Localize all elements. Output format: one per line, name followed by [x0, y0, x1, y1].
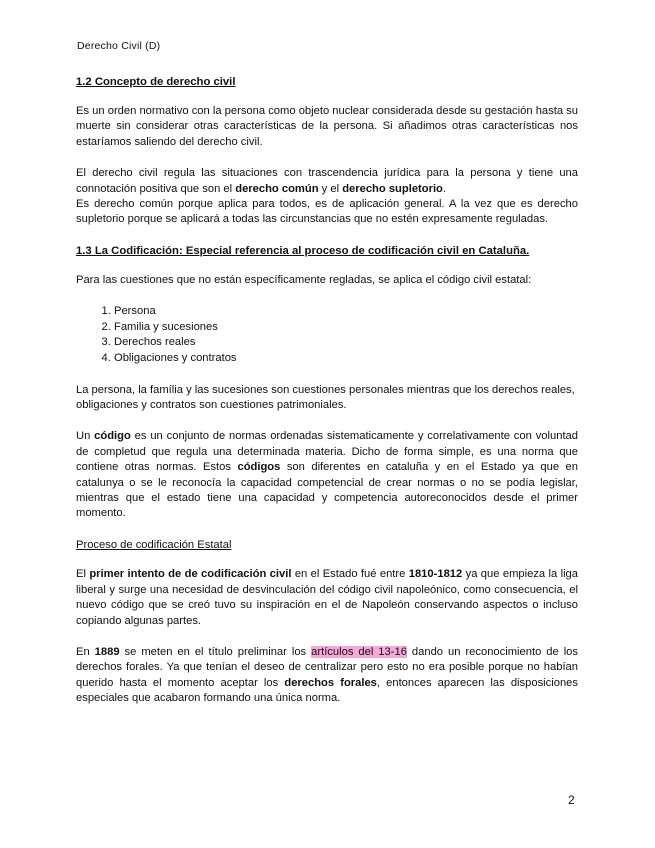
running-header: Derecho Civil (D)	[77, 40, 161, 52]
text-run: dando un reconocimiento de los derechos forales. Ya que tenían el deseo de centralizar pero esto no era posible porque no habían querido hasta el momento aceptar los	[76, 645, 578, 689]
paragraph-regulation	[76, 166, 578, 197]
text-run: en el Estado fué entre	[291, 568, 409, 581]
numbered-list	[76, 304, 578, 366]
list-item: 4. Obligaciones y contratos	[114, 351, 578, 367]
paragraph-codigo	[76, 429, 578, 521]
list-item: 2. Familia y sucesiones	[114, 320, 578, 336]
page-number: 2	[568, 793, 575, 807]
text-run: y el	[318, 182, 343, 195]
highlighted-text: artículos del 13-16	[311, 645, 407, 658]
text-run: El derecho civil regula las situaciones con trascendencia jurídica para la persona y tiene una connotación positiva que son el	[76, 167, 578, 195]
text-run: El	[76, 568, 90, 581]
paragraph-definition: Es un orden normativo con la persona como objeto nuclear considerada desde su gestación hasta su muerte sin considerar otras características de la persona. Si añadimos otras características nos estaríamos saliendo del derecho civil.	[76, 105, 578, 148]
paragraph-personal-patrimonial: La persona, la família y las sucesiones son cuestiones personales mientras que los derechos reales, obligaciones y contratos son cuestiones patrimoniales.	[76, 383, 575, 412]
bold-term: derecho común	[235, 182, 319, 195]
paragraph-intro: Para las cuestiones que no están específicamente regladas, se aplica el código civil estatal:	[76, 273, 532, 286]
subheading-codification: Proceso de codificación Estatal	[76, 538, 232, 551]
section-heading-1-2: 1.2 Concepto de derecho civil	[76, 76, 236, 88]
bold-term: derecho supletorio	[342, 182, 443, 195]
list-item: 3. Derechos reales	[114, 335, 578, 351]
text-run: Un	[76, 430, 95, 443]
paragraph-first-attempt	[76, 567, 578, 629]
list-item: 1. Persona	[114, 304, 578, 320]
text-run: es un conjunto de normas ordenadas sistematicamente y correlativamente con voluntad de completud que regula una determinada materia. Dicho de forma simple, es una norma que contiene otras normas. Estos	[76, 430, 578, 474]
document-body	[76, 75, 578, 723]
text-run: .	[442, 182, 447, 195]
bold-term: primer intento de de codificación civil	[89, 568, 292, 581]
paragraph-1889	[76, 645, 578, 707]
bold-term: 1810-1812	[408, 568, 463, 581]
section-heading-1-3: 1.3 La Codificación: Especial referencia al proceso de codificación civil en Cataluña.	[76, 244, 530, 257]
text-run: se meten en el título preliminar los	[119, 645, 312, 658]
bold-term: código	[94, 430, 131, 443]
bold-term: derechos forales	[284, 676, 377, 689]
text-run: son diferentes en cataluña y en el Estado ya que en catalunya o se le reconocía la capacidad competencial de crear normas o no se podía legislar, mientras que el estado tiene una capacidad y competencia autoreconocidos desde el primer momento.	[76, 461, 578, 520]
bold-term: códigos	[237, 461, 281, 474]
text-run: ya que empieza la liga liberal y surge una necesidad de desvinculación del código civil napoleónico, como consecuencia, el nuevo código que se creó tuvo su inspiración en el de Napoleón conservando aspectos o incluso copiando algunas partes.	[76, 568, 579, 627]
bold-term: 1889	[94, 645, 120, 658]
paragraph-common-law: Es derecho común porque aplica para todos, es de aplicación general. A la vez que es derecho supletorio porque se aplicará a todas las circunstancias que no estén expresamente reguladas.	[76, 198, 578, 226]
text-run: , entonces aparecen las disposiciones especiales que acabaron formando una única norma.	[76, 676, 579, 705]
text-run: En	[76, 645, 95, 658]
